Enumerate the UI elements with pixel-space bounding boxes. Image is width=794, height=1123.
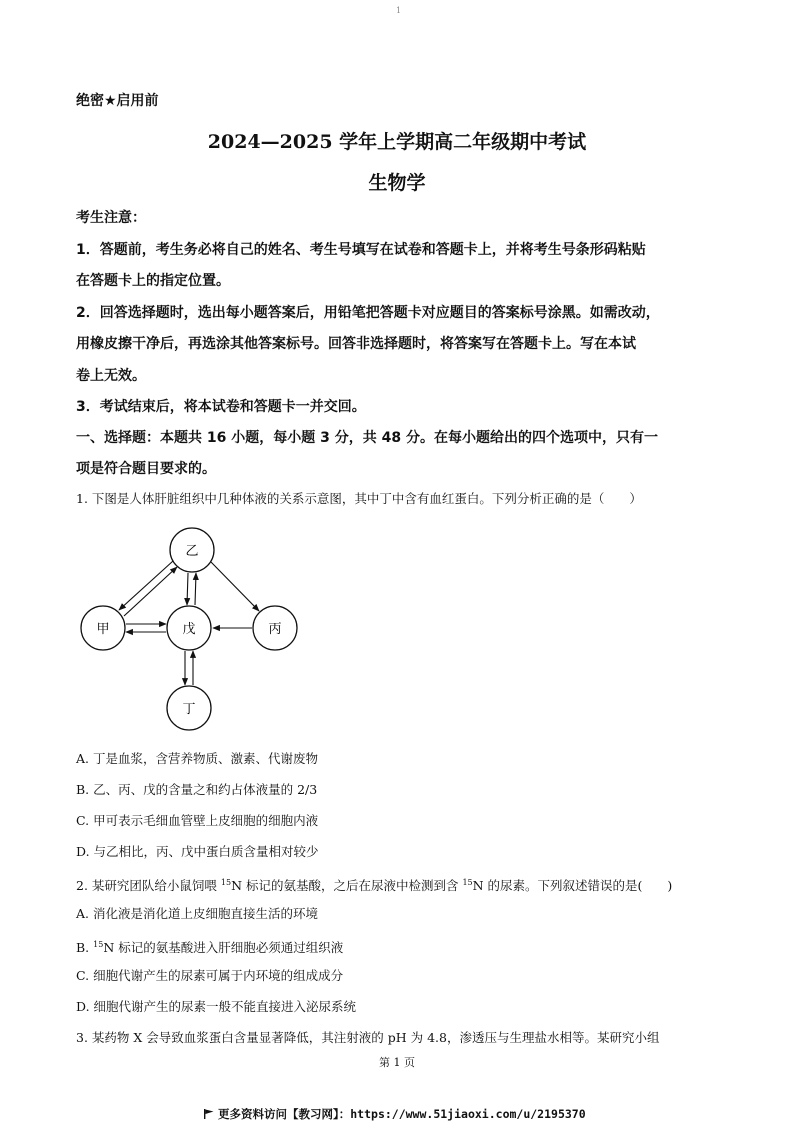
body-fluid-diagram <box>76 525 306 740</box>
question-1-stem: 1. 下图是人体肝脏组织中几种体液的关系示意图，其中丁中含有血红蛋白。下列分析正确的是（ ） <box>76 491 642 506</box>
subject-title: 生物学 <box>368 172 426 194</box>
exam-title: 2024—2025 学年上学期高二年级期中考试 <box>207 131 587 153</box>
node-label: 丙 <box>268 622 282 637</box>
question-2-stem: 2. 某研究团队给小鼠饲喂 $^{15}$N 标记的氨基酸，之后在尿液中检测到含 $^{15}$N 的尿素。下列叙述错误的是( ) <box>76 878 673 894</box>
question-2-option-a: A. 消化液是消化道上皮细胞直接生活的环境 <box>76 906 318 921</box>
arrow <box>124 567 177 616</box>
node-label: 甲 <box>96 622 110 637</box>
arrow <box>195 573 196 605</box>
notice-line: 2．回答选择题时，选出每小题答案后，用铅笔把答题卡对应题目的答案标号涂黑。如需改动， <box>76 305 660 321</box>
notice-line: 在答题卡上的指定位置。 <box>76 273 230 289</box>
node-label: 乙 <box>185 544 199 559</box>
question-1-option-b: B. 乙、丙、戊的含量之和约占体液量的 2/3 <box>76 782 318 797</box>
question-1-option-d: D. 与乙相比，丙、戊中蛋白质含量相对较少 <box>76 844 319 859</box>
notice-line: 用橡皮擦干净后，再选涂其他答案标号。回答非选择题时，将答案写在答题卡上。写在本试 <box>76 336 636 352</box>
header-mark: 1 <box>396 6 402 15</box>
notice-line: 1．答题前，考生务必将自己的姓名、考生号填写在试卷和答题卡上，并将考生号条形码粘贴 <box>76 242 646 258</box>
question-2-option-c: C. 细胞代谢产生的尿素可属于内环境的组成成分 <box>76 968 344 983</box>
footer-link[interactable]: 更多资料访问【教习网】：https://www.51jiaoxi.com/u/2195370 <box>204 1106 586 1122</box>
flag-icon <box>204 1109 214 1119</box>
question-3-stem: 3. 某药物 X 会导致血浆蛋白含量显著降低，其注射液的 pH 为 4.8，渗透压与生理盐水相等。某研究小组 <box>76 1030 660 1045</box>
page-number: 第 1 页 <box>379 1056 415 1069</box>
notice-line: 卷上无效。 <box>76 368 146 384</box>
notice-heading: 考生注意： <box>76 210 146 226</box>
question-1-option-a: A. 丁是血浆，含营养物质、激素、代谢废物 <box>76 751 318 766</box>
notice-line: 3．考试结束后，将本试卷和答题卡一并交回。 <box>76 399 366 415</box>
secret-label: 绝密★启用前 <box>76 93 159 109</box>
section-heading-cont: 项是符合题目要求的。 <box>76 461 216 477</box>
arrow <box>187 573 188 605</box>
question-2-option-b: B. $^{15}$N 标记的氨基酸进入肝细胞必须通过组织液 <box>76 940 344 956</box>
node-label: 戊 <box>182 622 196 637</box>
arrow <box>119 561 173 610</box>
question-1-option-c: C. 甲可表示毛细血管壁上皮细胞的细胞内液 <box>76 813 319 828</box>
section-heading: 一、选择题：本题共 16 小题，每小题 3 分，共 48 分。在每小题给出的四个选项中，只有一 <box>76 430 658 446</box>
arrow <box>211 562 259 611</box>
question-2-option-d: D. 细胞代谢产生的尿素一般不能直接进入泌尿系统 <box>76 999 357 1014</box>
node-label: 丁 <box>182 702 196 717</box>
